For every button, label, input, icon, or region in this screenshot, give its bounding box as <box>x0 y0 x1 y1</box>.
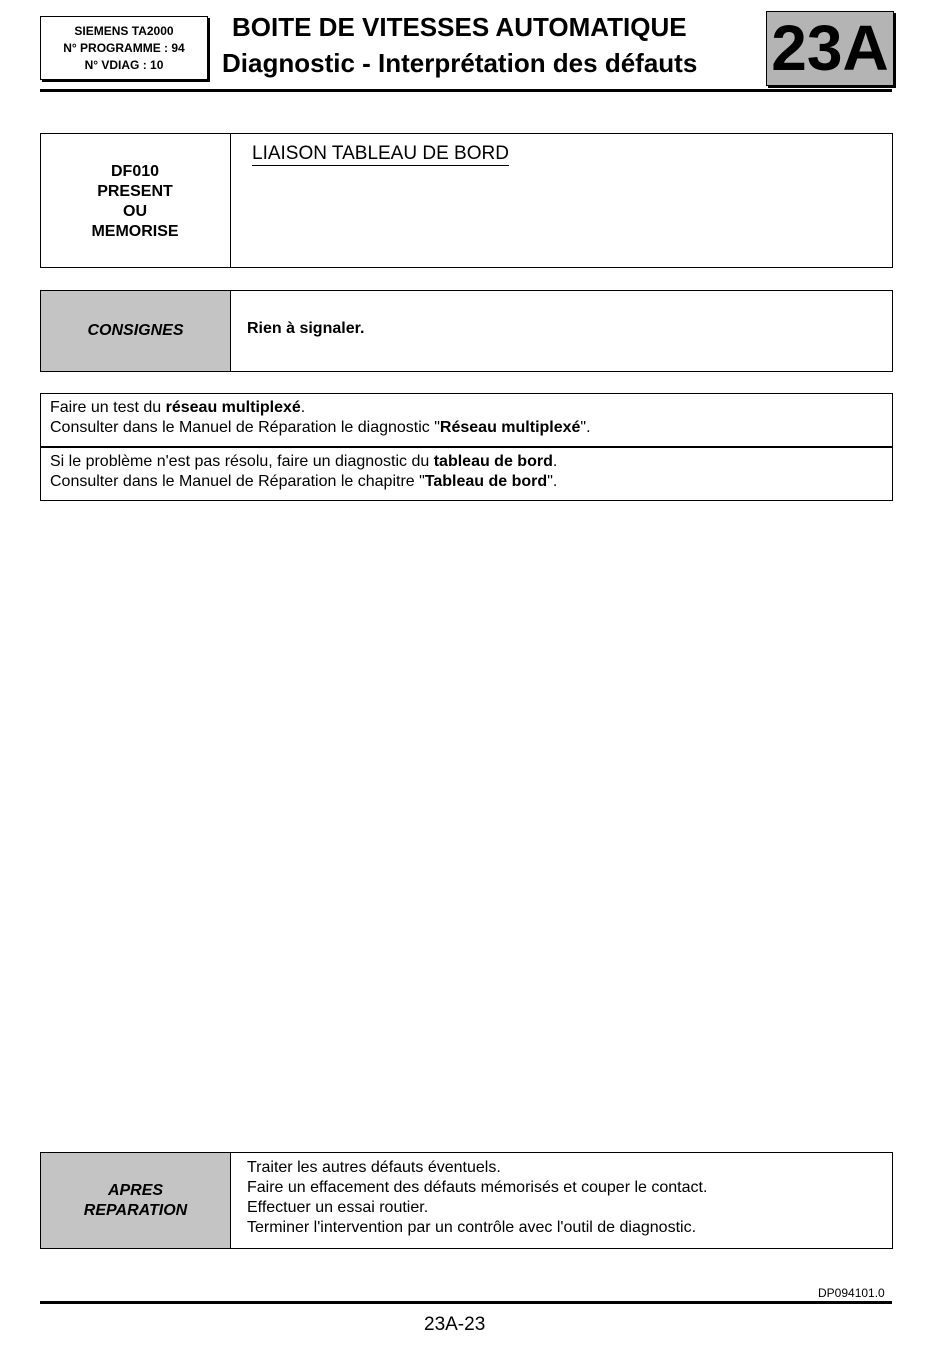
document-reference: DP094101.0 <box>818 1286 885 1300</box>
section-number: 23A <box>766 11 894 86</box>
step-1-line-1: Faire un test du réseau multiplexé. <box>50 399 306 416</box>
after-repair-line-2: Faire un effacement des défauts mémorisés et couper le contact. <box>247 1179 708 1196</box>
after-repair-label-line-1: APRES <box>107 1181 164 1199</box>
fault-status-or: OU <box>123 202 147 220</box>
after-repair-label-line-2: REPARATION <box>83 1201 188 1219</box>
after-repair-line-3: Effectuer un essai routier. <box>247 1199 429 1216</box>
consignes-label: CONSIGNES <box>41 291 231 371</box>
step-2-line-2: Consulter dans le Manuel de Réparation le chapitre "Tableau de bord". <box>50 473 558 490</box>
after-repair-line-4: Terminer l'intervention par un contrôle avec l'outil de diagnostic. <box>247 1219 697 1236</box>
consignes-text: Rien à signaler. <box>247 320 365 337</box>
vehicle-info-box <box>40 16 208 80</box>
document-subtitle: Diagnostic - Interprétation des défauts <box>222 48 698 78</box>
page-number: 23A-23 <box>424 1314 486 1335</box>
fault-code: DF010 <box>110 162 160 180</box>
document-title: BOITE DE VITESSES AUTOMATIQUE <box>232 12 687 42</box>
info-line-model: SIEMENS TA2000 <box>74 23 174 38</box>
fault-status-present: PRESENT <box>97 182 173 200</box>
header-rule <box>40 89 892 92</box>
step-1-line-2: Consulter dans le Manuel de Réparation le diagnostic "Réseau multiplexé". <box>50 419 591 436</box>
after-repair-line-1: Traiter les autres défauts éventuels. <box>247 1159 501 1176</box>
after-repair-label <box>41 1153 231 1248</box>
footer-rule <box>40 1301 892 1304</box>
fault-status-memorised: MEMORISE <box>91 222 179 240</box>
procedure-separator <box>40 446 893 448</box>
info-line-vdiag: N° VDIAG : 10 <box>84 57 164 72</box>
fault-title: LIAISON TABLEAU DE BORD <box>252 143 509 164</box>
fault-code-cell <box>40 133 231 268</box>
info-line-programme: N° PROGRAMME : 94 <box>63 40 185 55</box>
step-2-line-1: Si le problème n'est pas résolu, faire un diagnostic du tableau de bord. <box>50 453 558 470</box>
